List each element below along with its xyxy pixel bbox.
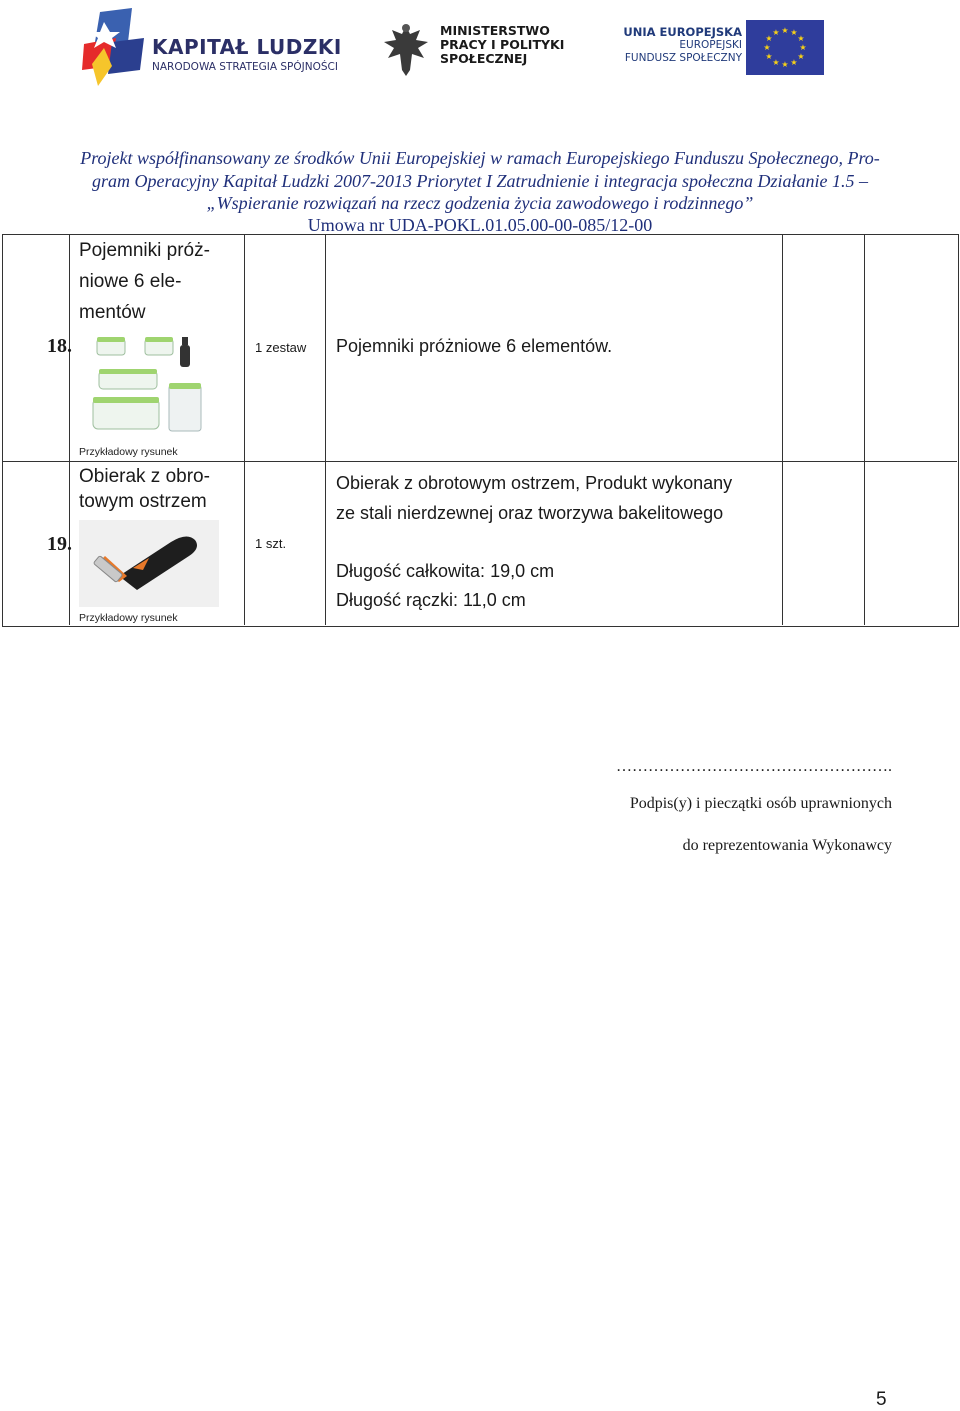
kapital-ludzki-subtitle: NARODOWA STRATEGIA SPÓJNOŚCI <box>152 61 338 73</box>
item-description-line: Pojemniki próżniowe 6 elementów. <box>336 336 613 356</box>
item-name-line: Obierak z obro- <box>79 466 210 487</box>
item-description-line: Długość rączki: 11,0 cm <box>336 590 526 610</box>
svg-text:★: ★ <box>799 43 807 52</box>
svg-text:★: ★ <box>765 34 773 43</box>
svg-text:★: ★ <box>772 28 780 37</box>
ministry-line-3: SPOŁECZNEJ <box>440 51 528 66</box>
vacuum-containers-image <box>87 333 207 437</box>
page-number: 5 <box>876 1389 887 1410</box>
peeler-image <box>79 520 219 607</box>
item-name-line: mentów <box>79 302 146 323</box>
ministry-text <box>440 24 564 66</box>
eu-line-2: EUROPEJSKI <box>679 39 742 51</box>
project-line-3: „Wspieranie rozwiązań na rzecz godzenia życia zawodowego i rodzinnego” <box>206 193 754 213</box>
item-name <box>79 235 239 328</box>
image-caption: Przykładowy rysunek <box>79 446 178 458</box>
svg-text:★: ★ <box>765 52 773 61</box>
ministry-line-1: MINISTERSTWO <box>440 23 550 38</box>
eu-line-1: UNIA EUROPEJSKA <box>623 25 742 39</box>
eu-line-3: FUNDUSZ SPOŁECZNY <box>624 52 742 64</box>
signature-label-2: do reprezentowania Wykonawcy <box>682 837 892 854</box>
kapital-ludzki-icon <box>82 8 148 88</box>
kapital-ludzki-title: KAPITAŁ LUDZKI <box>152 35 342 59</box>
items-table <box>2 234 959 627</box>
polish-eagle-emblem-icon <box>380 20 432 78</box>
svg-text:★: ★ <box>781 26 789 35</box>
item-name-line: Pojemniki próż- <box>79 240 210 261</box>
eu-logo <box>620 20 830 78</box>
image-caption: Przykładowy rysunek <box>79 612 178 624</box>
item-name-line: niowe 6 ele- <box>79 271 182 292</box>
svg-text:★: ★ <box>772 58 780 67</box>
kapital-ludzki-logo <box>82 8 352 88</box>
table-divider <box>325 235 326 625</box>
ministry-line-2: PRACY I POLITYKI <box>440 37 565 52</box>
item-description-line: Długość całkowita: 19,0 cm <box>336 561 555 581</box>
table-row-divider <box>3 461 957 462</box>
signature-label-1: Podpis(y) i pieczątki osób uprawnionych <box>629 795 892 812</box>
eu-flag-icon <box>746 20 824 75</box>
project-line-2: gram Operacyjny Kapitał Ludzki 2007-2013 Priorytet I Zatrudnienie i integracja społeczna Działanie 1.5 – <box>92 171 868 191</box>
row-number: 19. <box>47 533 72 555</box>
item-description-line: ze stali nierdzewnej oraz tworzywa bakelitowego <box>336 503 724 523</box>
item-name <box>79 464 239 514</box>
svg-text:★: ★ <box>797 34 805 43</box>
signature-dots: ……………………………………………. <box>616 758 892 775</box>
svg-text:★: ★ <box>790 28 798 37</box>
item-quantity: 1 szt. <box>255 536 287 551</box>
svg-text:★: ★ <box>790 58 798 67</box>
row-number: 18. <box>47 335 72 357</box>
svg-text:★: ★ <box>797 52 805 61</box>
table-divider <box>782 235 783 625</box>
table-divider <box>69 235 70 625</box>
eu-stars-icon <box>746 20 824 75</box>
svg-text:★: ★ <box>763 43 771 52</box>
ministry-logo <box>380 20 580 80</box>
project-line-1: Projekt współfinansowany ze środków Unii Europejskiej w ramach Europejskiego Funduszu Społecznego, Pro- <box>80 148 880 168</box>
item-description-line: Obierak z obrotowym ostrzem, Produkt wykonany <box>336 473 733 493</box>
svg-text:★: ★ <box>781 60 789 69</box>
eu-text <box>620 26 742 65</box>
item-name-line: towym ostrzem <box>79 491 207 512</box>
project-contract-number: Umowa nr UDA-POKL.01.05.00-00-085/12-00 <box>307 215 653 235</box>
item-quantity: 1 zestaw <box>255 340 307 355</box>
table-divider <box>864 235 865 625</box>
table-divider <box>244 235 245 625</box>
